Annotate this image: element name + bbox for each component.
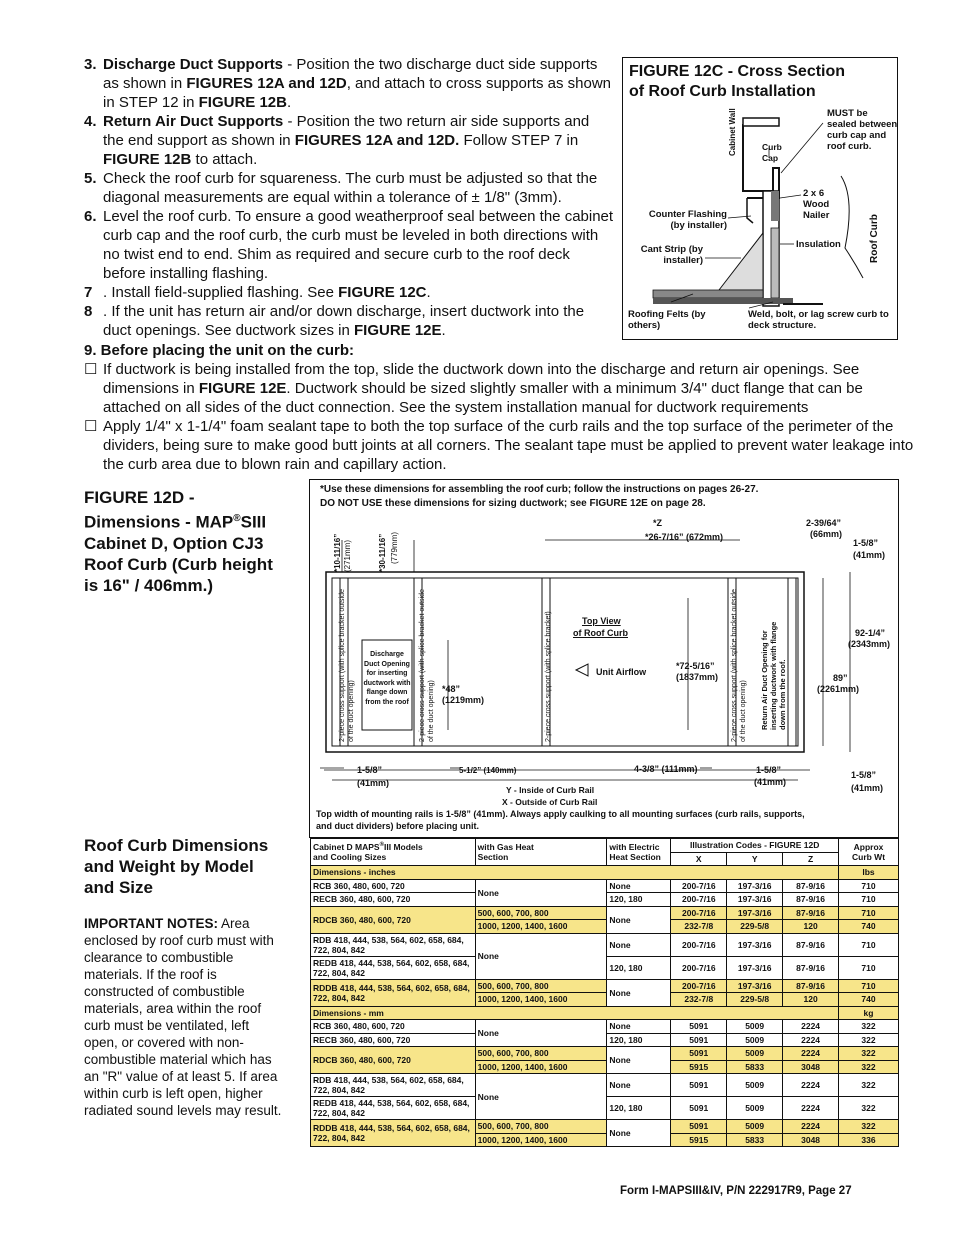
step-text-part: - Position the two return air side supports and the end support as shown in <box>103 113 590 149</box>
electric-cell: 120, 180 <box>607 956 671 979</box>
weight-cell: 322 <box>839 1074 899 1097</box>
return-air-opening-label: Return Air Duct Opening for inserting ductwork with flange down from the roof. <box>760 621 787 730</box>
dim-5-1-2: 5-1/2” (140mm) <box>459 766 517 775</box>
model-cell: REDB 418, 444, 538, 564, 602, 658, 684, 722, 804, 842 <box>311 956 476 979</box>
y-cell: 229-5/8 <box>727 920 783 934</box>
dim-2261mm: (2261mm) <box>817 684 860 694</box>
model-cell: RDCB 360, 480, 600, 720 <box>311 906 476 933</box>
step-text-part: FIGURES 12A and 12D. <box>294 132 460 149</box>
step-text-part: Level the roof curb. To ensure a good weatherproof seal between the cabinet curb cap and the roof curb, the curb must be leveled in both directions with no twist end to end. Shim as required and secure curb to the roof deck before installing flashing. <box>103 208 614 282</box>
section-label: Dimensions - mm <box>311 1006 839 1020</box>
gas-cell: None <box>475 1020 607 1047</box>
step-number: 4. <box>84 113 97 130</box>
label-roof-curb: Roof Curb <box>869 214 880 263</box>
table-row <box>311 1047 899 1061</box>
checklist-item <box>84 360 914 417</box>
dim-2-39-64: 2-39/64” <box>806 518 842 528</box>
dim-z: *Z <box>653 518 662 528</box>
figure-12d-title-line-3: Cabinet D, Option CJ3 <box>84 533 264 553</box>
figure-12c-title-line-1: FIGURE 12C - Cross Section <box>629 63 846 80</box>
x-cell: 200-7/16 <box>671 933 727 956</box>
note-top-2: DO NOT USE these dimensions for sizing ductwork; see FIGURE 12E on page 28. <box>320 498 706 509</box>
dim-72: *72-5/16” <box>676 661 715 671</box>
weight-cell: 740 <box>839 993 899 1007</box>
discharge-opening-label: Discharge Duct Opening for inserting ductwork with flange down from the roof <box>363 651 411 706</box>
checklist-text-part: Apply 1/4" x 1-1/4" foam sealant tape to both the top surface of the curb rails and the top surface of the perimeter of the dividers, being sure to make good butt joints at all corners. The sealant tape must be applied to prevent water leakage into the curb area due to blown rain and capillary action. <box>103 418 914 473</box>
header-model-text: Cabinet D MAPS <box>313 842 380 852</box>
dim-41mm-top: (41mm) <box>853 550 886 560</box>
step-text <box>103 207 614 283</box>
weight-cell: 322 <box>839 1047 899 1061</box>
electric-cell: None <box>607 933 671 956</box>
y-cell: 5009 <box>727 1020 783 1034</box>
weight-cell: 710 <box>839 979 899 993</box>
model-cell: RDB 418, 444, 538, 564, 602, 658, 684, 722, 804, 842 <box>311 933 476 956</box>
y-cell: 197-3/16 <box>727 906 783 920</box>
step-text-part: Follow STEP 7 in <box>459 132 579 149</box>
y-label: Y - Inside of Curb Rail <box>506 785 595 795</box>
section-unit: kg <box>839 1006 899 1020</box>
checklist-item <box>84 417 914 474</box>
weight-cell: 710 <box>839 906 899 920</box>
dim-4-3-8: 4-3/8” (111mm) <box>634 764 698 774</box>
electric-cell: 120, 180 <box>607 1033 671 1047</box>
gas-cell: 1000, 1200, 1400, 1600 <box>475 993 607 1007</box>
note-bottom-1: Top width of mounting rails is 1-5/8” (41mm). Always apply caulking to all mounting surfaces (curb rails, supports, <box>316 809 805 819</box>
step-text-part: to attach. <box>191 151 258 168</box>
gas-cell: 500, 600, 700, 800 <box>475 906 607 920</box>
model-cell: RDB 418, 444, 538, 564, 602, 658, 684, 722, 804, 842 <box>311 1074 476 1097</box>
step-item <box>84 112 614 169</box>
dim-title-line-1: Roof Curb Dimensions <box>84 836 269 855</box>
model-cell: RCB 360, 480, 600, 720 <box>311 1020 476 1034</box>
table-row <box>311 879 899 893</box>
step-number: 5. <box>84 170 97 187</box>
step-text-part: . <box>286 94 292 111</box>
checklist-text-part: FIGURE 12E <box>198 380 287 397</box>
electric-cell: None <box>607 879 671 893</box>
step-item <box>84 283 614 302</box>
model-cell: RCB 360, 480, 600, 720 <box>311 879 476 893</box>
header-model-text-2: III Models <box>384 842 423 852</box>
x-cell: 232-7/8 <box>671 993 727 1007</box>
title-map-text: Dimensions - MAP <box>84 512 234 532</box>
gas-cell: None <box>475 879 607 906</box>
label-weld: Weld, bolt, or lag screw curb to deck structure. <box>748 309 889 331</box>
table-row <box>311 933 899 956</box>
label-cant-strip: Cant Strip (by installer) <box>640 244 703 266</box>
dim-bottom-41mm-b: (41mm) <box>754 777 787 787</box>
checkbox-icon: ☐ <box>84 361 98 378</box>
header-model <box>311 839 476 866</box>
important-notes-heading: IMPORTANT NOTES: <box>84 916 218 931</box>
weight-cell: 322 <box>839 1020 899 1034</box>
curb-dimensions-table <box>310 838 899 1147</box>
x-cell: 232-7/8 <box>671 920 727 934</box>
table-row <box>311 1120 899 1134</box>
figure-12d-title <box>84 487 294 596</box>
section-row <box>311 1006 899 1020</box>
weight-cell: 710 <box>839 956 899 979</box>
figure-12d-title-line-2 <box>84 508 294 533</box>
cross-support-2: 2-piece cross support (with splice bracket outside of the duct opening) <box>419 589 435 742</box>
electric-cell: None <box>607 979 671 1006</box>
x-cell: 200-7/16 <box>671 906 727 920</box>
header-codes: Illustration Codes - FIGURE 12D <box>671 839 839 853</box>
step-text-part: Check the roof curb for squareness. The curb must be adjusted so that the diagonal measurements are equal within a tolerance of ± 1/8" (3mm). <box>103 170 598 206</box>
gas-cell: 500, 600, 700, 800 <box>475 1047 607 1061</box>
step-text-part: FIGURE 12E <box>353 322 442 339</box>
label-counter-flashing: Counter Flashing (by installer) <box>648 209 727 231</box>
x-cell: 5091 <box>671 1074 727 1097</box>
z-cell: 2224 <box>783 1033 839 1047</box>
roof-curb-dimensions-title <box>84 835 284 898</box>
step-text <box>103 169 614 207</box>
y-cell: 197-3/16 <box>727 893 783 907</box>
step-text-part: Discharge Duct Supports <box>103 56 284 73</box>
x-cell: 200-7/16 <box>671 893 727 907</box>
y-cell: 5009 <box>727 1097 783 1120</box>
top-view-label: Top View <box>582 616 621 626</box>
electric-cell: 120, 180 <box>607 1097 671 1120</box>
important-notes-rest: combustible materials. If the roof is constructed of combustible materials, area within the roof curb must be ventilated, left open, or covered with non-combustible material which has an "R" value of at least 5. If area within curb is left open, higher radiated sound levels may result. <box>84 950 282 1118</box>
electric-cell: None <box>607 1120 671 1147</box>
x-cell: 5091 <box>671 1120 727 1134</box>
header-gas <box>475 839 607 866</box>
x-cell: 5091 <box>671 1097 727 1120</box>
step-item <box>84 207 614 283</box>
header-y: Y <box>727 852 783 866</box>
dim-title-line-2: and Weight by Model <box>84 857 254 876</box>
gas-cell: None <box>475 933 607 979</box>
dim-bottom-41mm-c: (41mm) <box>851 783 884 793</box>
y-cell: 197-3/16 <box>727 879 783 893</box>
section-label: Dimensions - inches <box>311 866 839 880</box>
step-text-part: FIGURE 12B <box>103 151 192 168</box>
table-row <box>311 1074 899 1097</box>
cross-support-3: 2-piece cross support (with splice bracket) <box>545 611 552 742</box>
checklist-text-part: If ductwork is being installed from the top, slide the ductwork down into the discharge and return air openings. See dimensions in <box>103 361 860 397</box>
dim-10-11-16: *10-11/16” <box>333 533 342 572</box>
model-cell: RDDB 418, 444, 538, 564, 602, 658, 684, 722, 804, 842 <box>311 1120 476 1147</box>
label-wood-nailer: 2 x 6 Wood Nailer <box>803 188 830 221</box>
title-siii-text: SIII <box>240 512 267 532</box>
step-text-part: , and attach to cross supports as shown in STEP 12 in <box>103 75 612 111</box>
install-steps <box>84 55 614 340</box>
dim-1837mm: (1837mm) <box>676 672 719 682</box>
dim-1219mm: (1219mm) <box>442 695 485 705</box>
header-weight-line-2: Curb Wt <box>851 852 886 862</box>
step-item <box>84 169 614 207</box>
y-cell: 197-3/16 <box>727 979 783 993</box>
page-footer: Form I-MAPSIII&IV, P/N 222917R9, Page 27 <box>620 1185 852 1197</box>
unit-airflow-label: Unit Airflow <box>596 667 647 677</box>
note-bottom-2: and duct dividers) before placing unit. <box>316 821 480 831</box>
dim-48: *48” <box>442 684 461 694</box>
electric-cell: None <box>607 1074 671 1097</box>
y-cell: 197-3/16 <box>727 933 783 956</box>
y-cell: 5009 <box>727 1120 783 1134</box>
z-cell: 87-9/16 <box>783 893 839 907</box>
important-notes-body: Area enclosed by roof curb must <box>84 916 250 948</box>
z-cell: 87-9/16 <box>783 933 839 956</box>
model-cell: RECB 360, 480, 600, 720 <box>311 1033 476 1047</box>
gas-cell: 1000, 1200, 1400, 1600 <box>475 920 607 934</box>
electric-cell: None <box>607 1020 671 1034</box>
label-must-be-sealed: MUST be sealed between curb cap and roof curb. <box>827 108 898 152</box>
y-cell: 229-5/8 <box>727 993 783 1007</box>
dim-bottom-1-5-8-c: 1-5/8” <box>851 770 877 780</box>
weight-cell: 336 <box>839 1133 899 1147</box>
step-text-part: Return Air Duct Supports <box>103 113 284 130</box>
dim-30-11-16: *30-11/16” <box>378 533 387 572</box>
step-text-part: FIGURES 12A and 12D <box>186 75 347 92</box>
y-cell: 5009 <box>727 1047 783 1061</box>
x-cell: 200-7/16 <box>671 956 727 979</box>
dim-2343mm: (2343mm) <box>848 639 891 649</box>
dim-1-5-8-top: 1-5/8” <box>853 538 879 548</box>
y-cell: 5833 <box>727 1133 783 1147</box>
checkbox-icon: ☐ <box>84 418 98 435</box>
step-9-heading: 9. Before placing the unit on the curb: <box>84 342 355 359</box>
dim-271mm: (271mm) <box>343 539 352 572</box>
weight-cell: 322 <box>839 1120 899 1134</box>
registered-mark: ® <box>233 513 241 524</box>
checklist-text <box>103 417 914 474</box>
step-number: 6. <box>84 208 97 225</box>
cross-support-1: 2-piece cross support (with splice bracket outside of the duct opening) <box>339 589 355 742</box>
figure-12d-title-line-5: is 16" / 406mm.) <box>84 575 214 595</box>
weight-cell: 322 <box>839 1060 899 1074</box>
x-cell: 5915 <box>671 1133 727 1147</box>
z-cell: 2224 <box>783 1074 839 1097</box>
step-text-part: - Position the two discharge duct side supports as shown in <box>103 56 598 92</box>
step-number: 7 <box>84 284 93 301</box>
y-cell: 5833 <box>727 1060 783 1074</box>
figure-12d-title-line-4: Roof Curb (Curb height <box>84 554 273 574</box>
dim-779mm: (779mm) <box>390 531 399 564</box>
x-cell: 200-7/16 <box>671 879 727 893</box>
header-weight <box>839 839 899 866</box>
dim-bottom-1-5-8-b: 1-5/8” <box>756 765 782 775</box>
step-item <box>84 55 614 112</box>
header-electric-line-1: with Electric <box>609 842 660 852</box>
step-text <box>103 112 614 169</box>
weight-cell: 322 <box>839 1033 899 1047</box>
x-cell: 5091 <box>671 1047 727 1061</box>
model-cell: RDCB 360, 480, 600, 720 <box>311 1047 476 1074</box>
cross-support-4: 2-piece cross support (with splice bracket outside of the duct opening) <box>731 589 747 742</box>
table-row <box>311 1020 899 1034</box>
model-cell: RDDB 418, 444, 538, 564, 602, 658, 684, 722, 804, 842 <box>311 979 476 1006</box>
y-cell: 5009 <box>727 1033 783 1047</box>
section-row <box>311 866 899 880</box>
weight-cell: 710 <box>839 933 899 956</box>
checklist-text-part: . Ductwork should be sized slightly smaller with a minimum 3/4" duct flange that can be attached on all sides of the duct connection. See the system installation manual for ductwork requirements <box>103 380 863 416</box>
electric-cell: 120, 180 <box>607 893 671 907</box>
checklist-text <box>103 360 914 417</box>
z-cell: 87-9/16 <box>783 879 839 893</box>
step-number: 3. <box>84 56 97 73</box>
z-cell: 120 <box>783 993 839 1007</box>
step-text <box>103 283 614 302</box>
weight-cell: 710 <box>839 879 899 893</box>
dim-bottom-41mm-a: (41mm) <box>357 778 390 788</box>
header-z: Z <box>783 852 839 866</box>
gas-cell: 1000, 1200, 1400, 1600 <box>475 1133 607 1147</box>
dim-26: *26-7/16” (672mm) <box>645 532 724 542</box>
step-text-part: . If the unit has return air and/or down discharge, insert ductwork into the duct openings. See ductwork sizes in <box>103 303 585 339</box>
label-curb-cap: Curb Cap <box>762 142 782 163</box>
gas-cell: 1000, 1200, 1400, 1600 <box>475 1060 607 1074</box>
model-cell: REDB 418, 444, 538, 564, 602, 658, 684, 722, 804, 842 <box>311 1097 476 1120</box>
important-notes-clearance: with clearance to <box>84 933 274 965</box>
header-electric-line-2: Heat Section <box>609 852 661 862</box>
label-cabinet-wall: Cabinet Wall <box>728 108 737 156</box>
figure-12d-title-line-1: FIGURE 12D - <box>84 488 195 507</box>
step-item <box>84 302 614 340</box>
step-text <box>103 302 614 340</box>
z-cell: 2224 <box>783 1047 839 1061</box>
header-gas-line-1: with Gas Heat <box>477 842 534 852</box>
x-cell: 5091 <box>671 1033 727 1047</box>
dim-bottom-1-5-8-a: 1-5/8” <box>357 765 383 775</box>
z-cell: 3048 <box>783 1133 839 1147</box>
header-registered-mark: ® <box>379 842 385 849</box>
table-row <box>311 906 899 920</box>
electric-cell: None <box>607 906 671 933</box>
step-text <box>103 55 614 112</box>
header-gas-line-2: Section <box>477 852 509 862</box>
top-view-label-2: of Roof Curb <box>573 628 628 638</box>
label-roofing-felts: Roofing Felts (by others) <box>628 309 706 331</box>
x-cell: 5915 <box>671 1060 727 1074</box>
step-text-part: . <box>441 322 446 339</box>
z-cell: 87-9/16 <box>783 979 839 993</box>
z-cell: 2224 <box>783 1020 839 1034</box>
step-text-part: . <box>426 284 431 301</box>
gas-cell: 500, 600, 700, 800 <box>475 979 607 993</box>
y-cell: 197-3/16 <box>727 956 783 979</box>
x-label: X - Outside of Curb Rail <box>502 797 598 807</box>
important-notes <box>84 915 284 1119</box>
weight-cell: 322 <box>839 1097 899 1120</box>
figure-12c-title-line-2: of Roof Curb Installation <box>629 83 816 100</box>
figure-12d <box>309 479 899 838</box>
z-cell: 3048 <box>783 1060 839 1074</box>
header-model-text-3: and Cooling Sizes <box>313 852 387 862</box>
step-text-part: . Install field-supplied flashing. See <box>103 284 339 301</box>
header-weight-line-1: Approx <box>853 842 884 852</box>
step-9 <box>84 341 914 474</box>
gas-cell: 500, 600, 700, 800 <box>475 1120 607 1134</box>
table-row <box>311 979 899 993</box>
z-cell: 87-9/16 <box>783 906 839 920</box>
z-cell: 2224 <box>783 1120 839 1134</box>
gas-cell: None <box>475 1074 607 1120</box>
weight-cell: 740 <box>839 920 899 934</box>
electric-cell: None <box>607 1047 671 1074</box>
z-cell: 2224 <box>783 1097 839 1120</box>
weight-cell: 710 <box>839 893 899 907</box>
z-cell: 120 <box>783 920 839 934</box>
note-top-1: *Use these dimensions for assembling the roof curb; follow the instructions on pages 26-27. <box>320 484 759 495</box>
dim-title-line-3: and Size <box>84 878 153 897</box>
dim-92: 92-1/4” <box>855 628 886 638</box>
x-cell: 200-7/16 <box>671 979 727 993</box>
header-x: X <box>671 852 727 866</box>
z-cell: 87-9/16 <box>783 956 839 979</box>
header-electric <box>607 839 671 866</box>
x-cell: 5091 <box>671 1020 727 1034</box>
model-cell: RECB 360, 480, 600, 720 <box>311 893 476 907</box>
dim-66mm: (66mm) <box>810 529 843 539</box>
section-unit: lbs <box>839 866 899 880</box>
step-number: 8 <box>84 303 93 320</box>
step-text-part: FIGURE 12B <box>198 94 287 111</box>
dim-89: 89” <box>833 673 848 683</box>
figure-12c <box>622 57 898 340</box>
y-cell: 5009 <box>727 1074 783 1097</box>
label-insulation: Insulation <box>796 239 841 250</box>
step-text-part: FIGURE 12C <box>338 284 427 301</box>
